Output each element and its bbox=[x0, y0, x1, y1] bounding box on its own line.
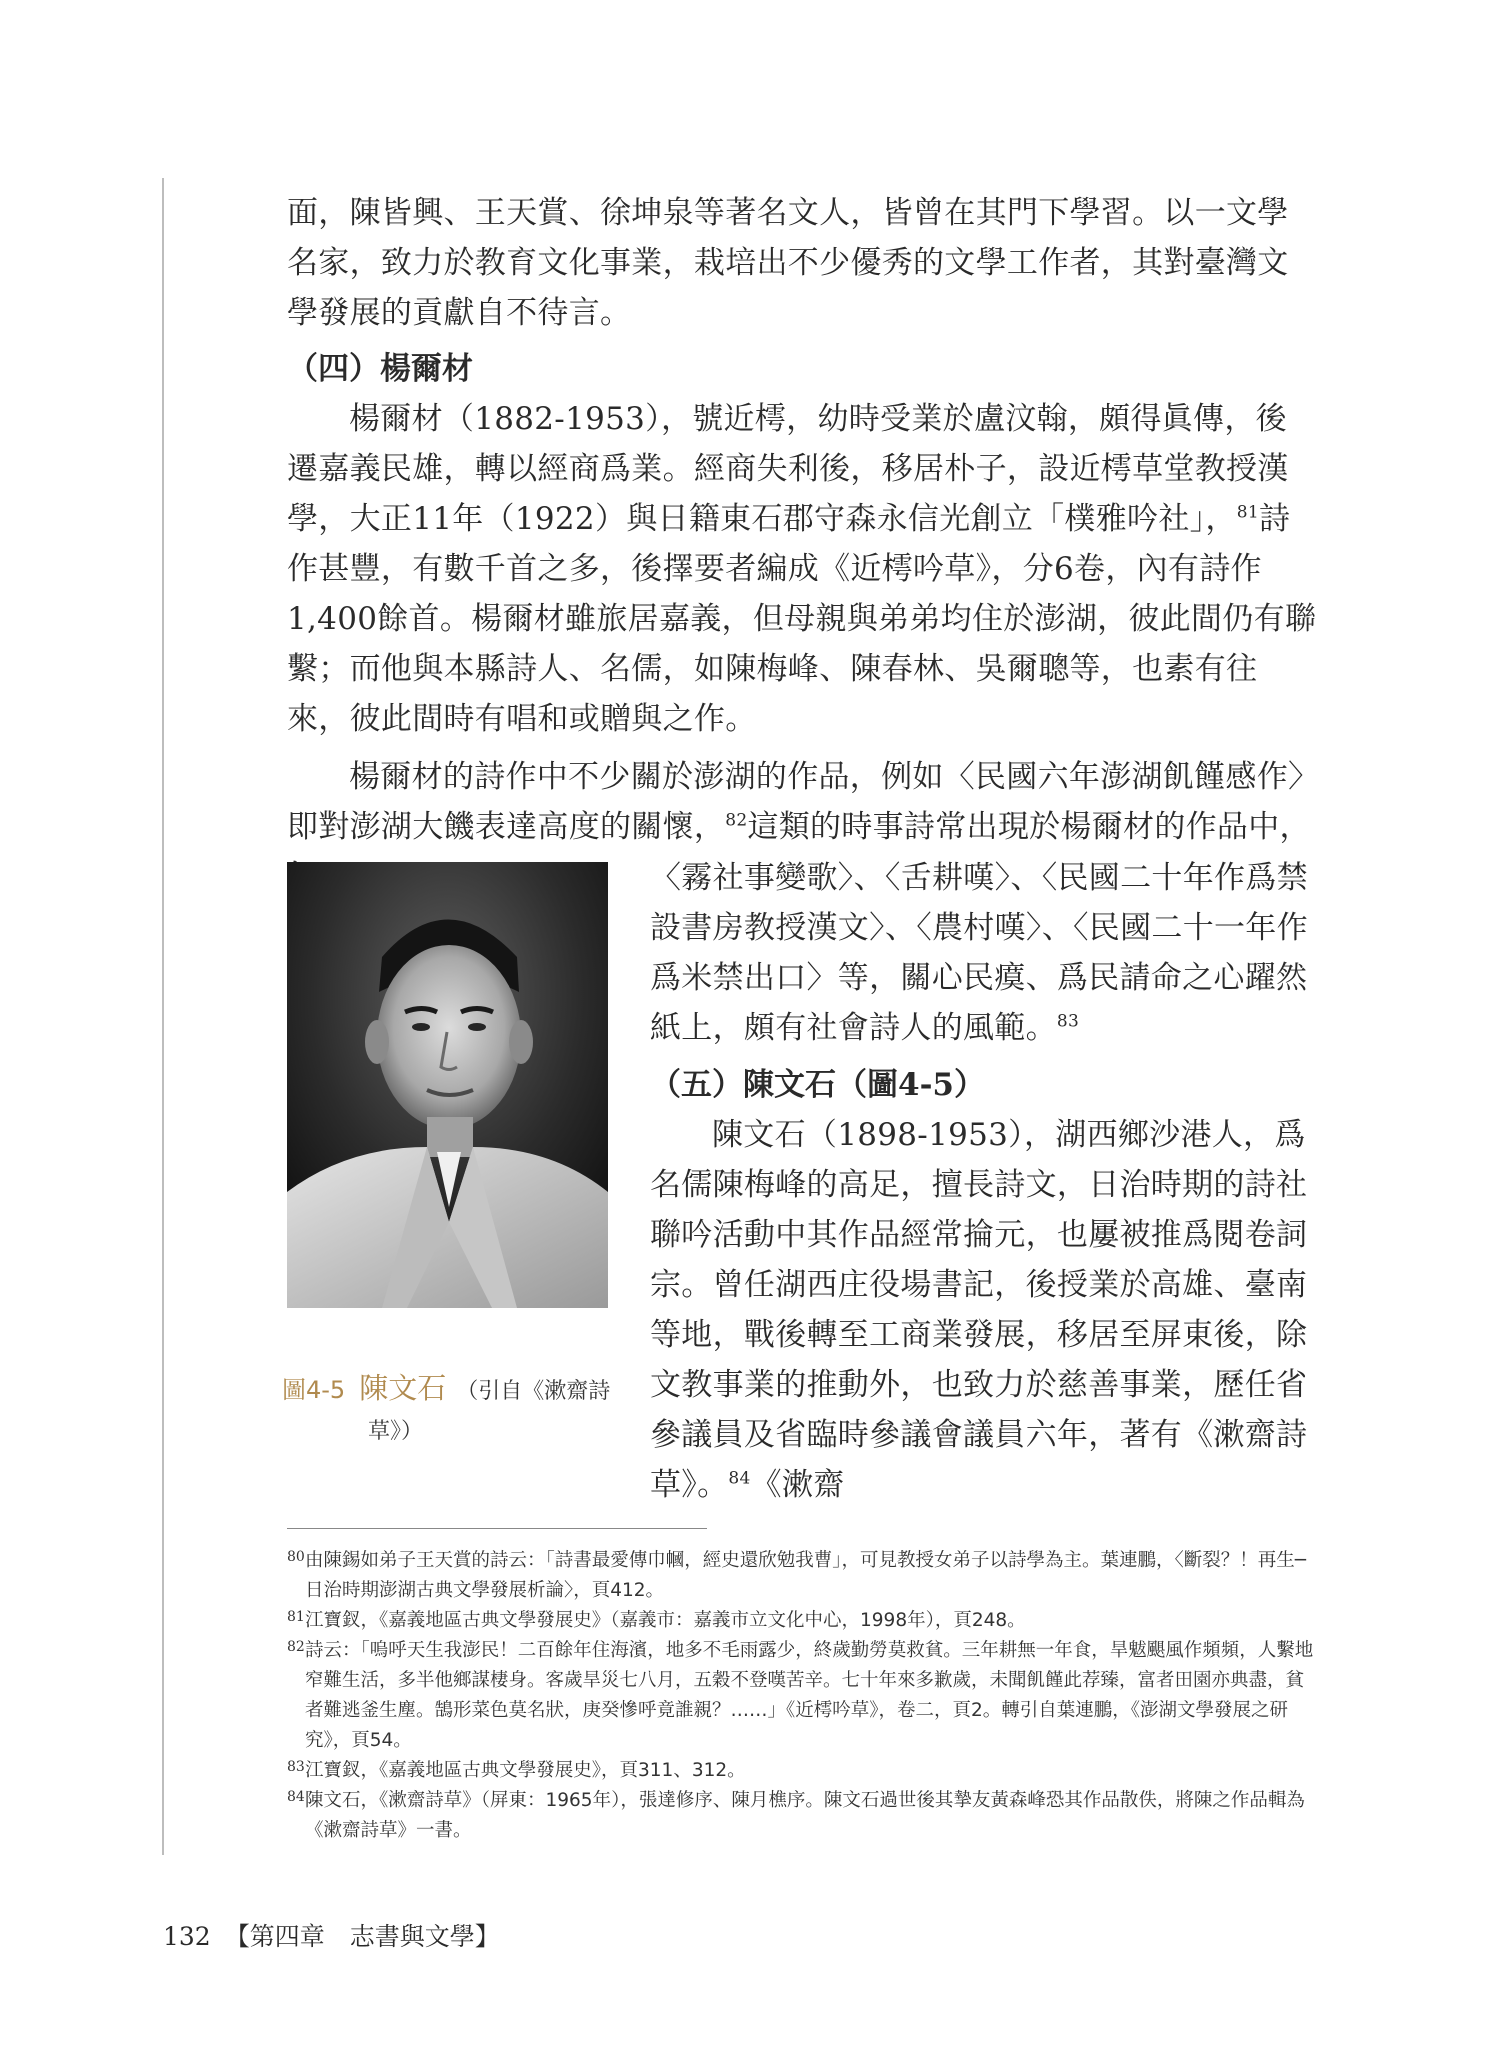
margin-rule bbox=[162, 178, 164, 1855]
section-heading-5: （五）陳文石（圖4-5） bbox=[650, 1067, 986, 1103]
figure-source-line1: （引自《漱齋詩 bbox=[456, 1379, 611, 1404]
paragraph-continuation: 面，陳皆興、王天賞、徐坤泉等著名文人，皆曾在其門下學習。以一文學名家，致力於教育文化事業，栽培出不少優秀的文學工作者，其對臺灣文學發展的貢獻自不待言。 bbox=[287, 195, 1289, 331]
footnote-80: 80 由陳錫如弟子王天賞的詩云：「詩書最愛傳巾幗，經史還欣勉我曹」，可見教授女弟子以詩學為主。葉連鵬，〈斷裂？！再生─日治時期澎湖古典文學發展析論〉，頁412。 bbox=[287, 1549, 1306, 1601]
footnote-81: 81 江寶釵，《嘉義地區古典文學發展史》（嘉義市：嘉義市立文化中心，1998年），頁248。 bbox=[287, 1609, 1026, 1631]
figure-source-line2: 草》） bbox=[368, 1419, 424, 1444]
portrait-photo bbox=[287, 862, 608, 1308]
footnote-83: 83 江寶釵，《嘉義地區古典文學發展史》，頁311、312。 bbox=[287, 1759, 746, 1781]
footnotes bbox=[287, 1546, 1317, 1846]
footnote-ref-83[interactable]: 83 bbox=[1056, 1011, 1080, 1032]
figure-name: 陳文石 bbox=[359, 1371, 447, 1405]
figure-number: 圖4-5 bbox=[282, 1376, 346, 1404]
footnote-rule bbox=[287, 1528, 707, 1529]
paragraph-yang-ercai-works: 楊爾材的詩作中不少關於澎湖的作品，例如〈民國六年澎湖飢饉感作〉即對澎湖大饑表達高度的關懷，$^{82}$這類的時事詩常出現於楊爾材的作品中， bbox=[287, 759, 1311, 845]
running-chapter-title: 【第四章 志書與文學】 bbox=[224, 1922, 500, 1951]
portrait-illustration bbox=[287, 862, 608, 1308]
page-number: 132 bbox=[163, 1922, 211, 1951]
footnote-84: 84 陳文石，《漱齋詩草》（屏東：1965年），張達修序、陳月樵序。陳文石過世後其摯友黃森峰恐其作品散佚，將陳之作品輯為《漱齋詩草》一書。 bbox=[287, 1789, 1305, 1841]
paragraph-yang-ercai-works-cont: 〈霧社事變歌〉、〈舌耕嘆〉、〈民國二十年作爲禁設書房教授漢文〉、〈農村嘆〉、〈民國二十一年作爲米禁出口〉等，關心民瘼、爲民請命之心躍然紙上，頗有社會詩人的風範。$^{83}$ bbox=[650, 860, 1308, 1046]
footnote-ref-81[interactable]: 81 bbox=[1236, 502, 1259, 523]
paragraph-yang-ercai: 楊爾材（1882-1953），號近樗，幼時受業於盧汶翰，頗得眞傳，後遷嘉義民雄，轉以經商爲業。經商失利後，移居朴子，設近樗草堂教授漢學，大正11年（1922）與日籍東石郡守森永信光創立「樸雅吟社」，$^{81}$詩作甚豐，有數千首之多，後擇要者編成《近樗吟草》，分6卷，內有詩作1,400餘首。楊爾材雖旅居嘉義，但母親與弟弟均住於澎湖，彼此間仍有聯繫；而他與本縣詩人、名儒，如陳梅峰、陳春林、吳爾聰等，也素有往來，彼此間時有唱和或贈與之作。 bbox=[287, 401, 1317, 737]
footnote-82: 82 詩云：「嗚呼天生我澎民！二百餘年住海濱，地多不毛雨露少，終歲勤勞莫救貧。三年耕無一年食，旱魃颶風作頻頻，人繫地窄難生活，多半他鄉謀棲身。客歲旱災七八月，五穀不登嘆苦辛。七十年來多歉歲，未聞飢饉此荐臻，富者田園亦典盡，貧者難逃釜生塵。鵠形菜色莫名狀，庚癸慘呼竟誰親？……」《近樗吟草》，卷二，頁2。轉引自葉連鵬，《澎湖文學發展之研究》，頁54。 bbox=[287, 1639, 1314, 1751]
paragraph-chen-wenshi: 陳文石（1898-1953），湖西鄉沙港人，爲名儒陳梅峰的高足，擅長詩文，日治時期的詩社聯吟活動中其作品經常掄元，也屢被推爲閱卷詞宗。曾任湖西庄役場書記，後授業於高雄、臺南等地，戰後轉至工商業發展，移居至屏東後，除文教事業的推動外，也致力於慈善事業，歷任省參議員及省臨時參議會議員六年，著有《漱齋詩草》。$^{84}$《漱齋 bbox=[650, 1117, 1308, 1503]
section-heading-4: （四）楊爾材 bbox=[287, 351, 473, 387]
footnote-ref-82[interactable]: 82 bbox=[725, 810, 748, 831]
footnote-ref-84[interactable]: 84 bbox=[728, 1468, 751, 1489]
page-folio bbox=[163, 1917, 500, 1957]
figure-caption bbox=[282, 1368, 612, 1452]
